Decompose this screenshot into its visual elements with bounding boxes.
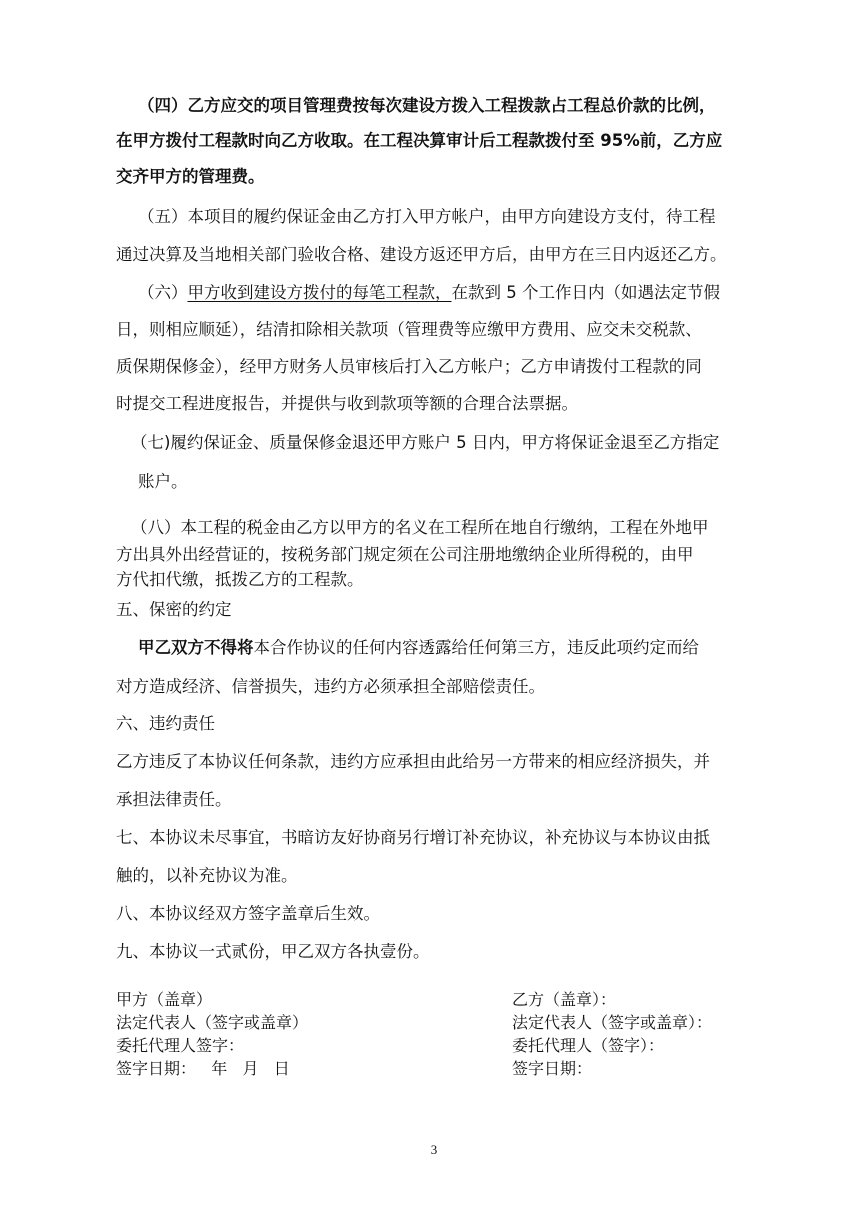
party-b-agent: 委托代理人（签字）：: [512, 1036, 665, 1055]
party-b-representative: 法定代表人（签字或盖章）：: [512, 1013, 713, 1032]
sec6-prefix: （六）: [138, 283, 188, 302]
sec6-line2: 日，则相应顺延），结清扣除相关款项（管理费等应缴甲方费用、应交未交税款、: [116, 320, 702, 339]
sec6-line4: 时提交工程进度报告，并提供与收到款项等额的合理合法票据。: [116, 394, 578, 413]
sec6-underlined: 甲方收到建设方拨付的每笔工程款，: [187, 283, 452, 302]
sec4-line1: （四）乙方应交的项目管理费按每次建设方拨入工程拨款占工程总价款的比例，: [138, 96, 716, 115]
clause9: 九、本协议一式贰份，甲乙双方各执壹份。: [116, 942, 430, 961]
confidentiality-line1: [138, 638, 699, 658]
party-a-seal: 甲方（盖章）: [116, 990, 213, 1009]
breach-line1: 乙方违反了本协议任何条款，违约方应承担由此给另一方带来的相应经济损失，并: [116, 752, 710, 771]
page-number: 3: [430, 1142, 438, 1157]
sec6-suffix: 在款到 5 个工作日内（如遇法定节假: [451, 283, 720, 302]
sec5-line1: （五）本项目的履约保证金由乙方打入甲方帐户，由甲方向建设方支付，待工程: [138, 207, 716, 226]
sec6-line1: [138, 283, 720, 303]
sec8-line2: 方出具外出经营证的，按税务部门规定须在公司注册地缴纳企业所得税的，由甲: [116, 545, 694, 564]
party-a-agent: 委托代理人签字：: [116, 1036, 245, 1055]
breach-heading: 六、违约责任: [116, 714, 215, 733]
confidentiality-heading: 五、保密的约定: [116, 600, 232, 619]
sec6-line3: 质保期保修金），经甲方财务人员审核后打入乙方帐户；乙方申请拨付工程款的同: [116, 357, 702, 376]
sec7-line2: 账户。: [138, 472, 188, 491]
sec4-line3: 交齐甲方的管理费。: [116, 167, 265, 186]
party-a-representative: 法定代表人（签字或盖章）: [116, 1013, 309, 1032]
clause7-line2: 触的，以补充协议为准。: [116, 866, 298, 885]
party-a-date: 签字日期： 年 月 日: [116, 1059, 290, 1078]
sec5-line2: 通过决算及当地相关部门验收合格、建设方返还甲方后，由甲方在三日内返还乙方。: [116, 245, 727, 264]
party-b-seal: 乙方（盖章）：: [512, 990, 617, 1009]
clause8: 八、本协议经双方签字盖章后生效。: [116, 904, 380, 923]
sec7-line1: （七)履约保证金、质量保修金退还甲方账户 5 日内，甲方将保证金退至乙方指定: [131, 433, 720, 452]
sec8-line1: （八）本工程的税金由乙方以甲方的名义在工程所在地自行缴纳，工程在外地甲: [131, 518, 709, 537]
breach-line2: 承担法律责任。: [116, 790, 232, 809]
sec4-line2: 在甲方拨付工程款时向乙方收取。在工程决算审计后工程款拨付至 95%前，乙方应: [116, 131, 723, 150]
party-b-date: 签字日期：: [512, 1059, 593, 1078]
sec8-line3: 方代扣代缴，抵拨乙方的工程款。: [116, 570, 364, 589]
clause7-line1: 七、本协议未尽事宜，书暗访友好协商另行增订补充协议，补充协议与本协议由抵: [116, 828, 710, 847]
confidentiality-rest: 本合作协议的任何内容透露给任何第三方，违反此项约定而给: [253, 638, 699, 657]
confidentiality-bold: 甲乙双方不得将: [138, 638, 254, 657]
confidentiality-line2: 对方造成经济、信誉损失，违约方必须承担全部赔偿责任。: [116, 677, 545, 696]
